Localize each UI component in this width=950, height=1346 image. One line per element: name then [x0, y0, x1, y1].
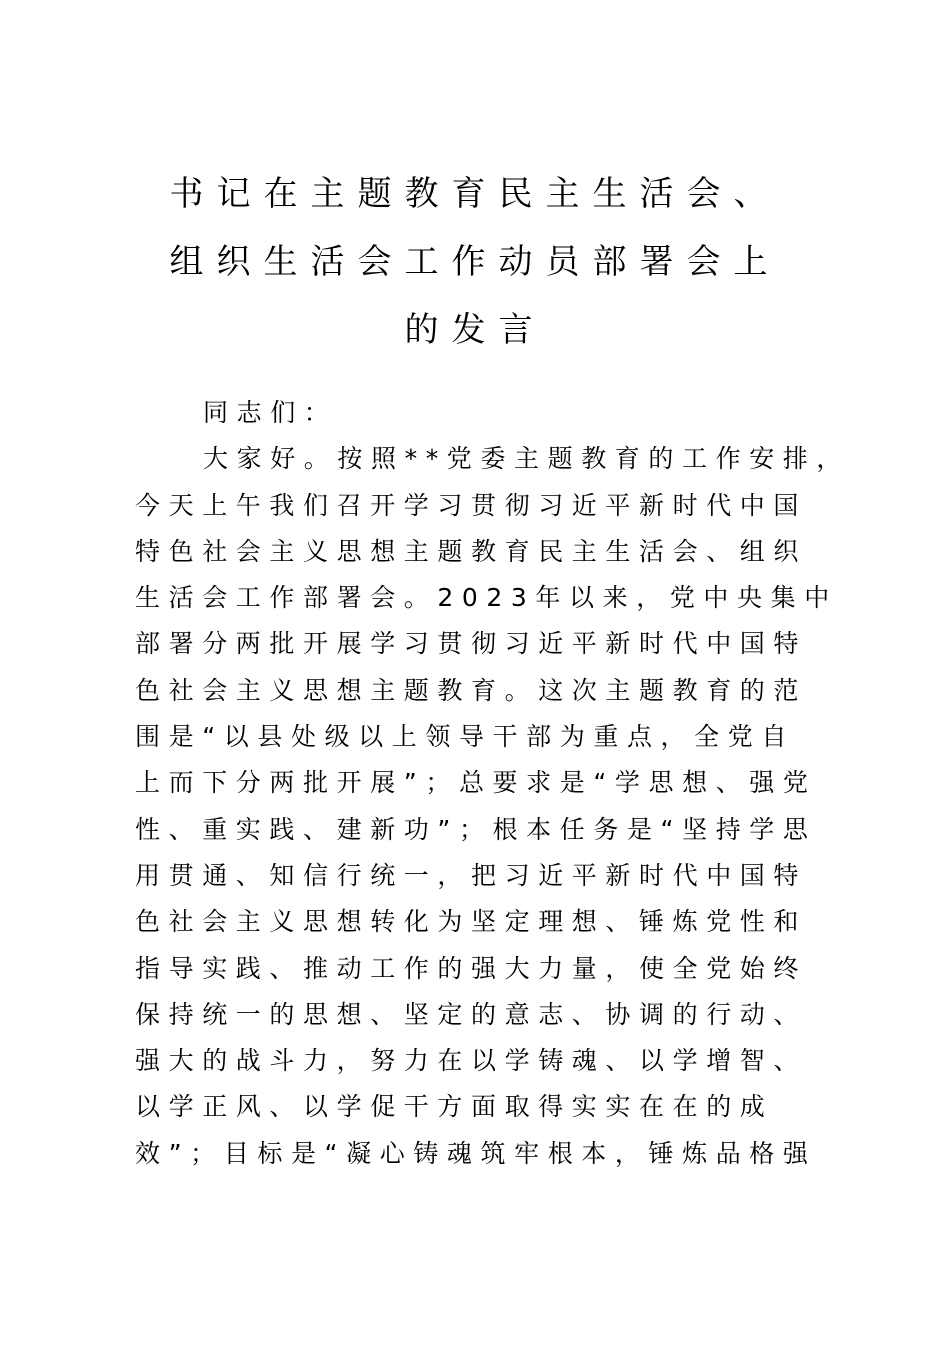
paragraph-line: 色社会主义思想主题教育。这次主题教育的范: [135, 675, 808, 705]
title-line: 的发言: [404, 310, 546, 350]
paragraph-line: 以学正风、以学促干方面取得实实在在的成: [135, 1092, 774, 1122]
paragraph-line: 保持统一的思想、坚定的意志、协调的行动、: [135, 999, 808, 1029]
paragraph-line: 围是“以县处级以上领导干部为重点，全党自: [135, 722, 795, 752]
paragraph-line: 指导实践、推动工作的强大力量，使全党始终: [135, 953, 808, 983]
paragraph-line: 效”；目标是“凝心铸魂筑牢根本，锤炼品格强: [135, 1138, 817, 1168]
paragraph-line: 生活会工作部署会。2023年以来，党中央集中: [135, 583, 838, 613]
paragraph-line: 色社会主义思想转化为坚定理想、锤炼党性和: [135, 907, 808, 937]
paragraph-line: 用贯通、知信行统一，把习近平新时代中国特: [135, 860, 808, 890]
title-line: 书记在主题教育民主生活会、: [169, 174, 781, 214]
document-body: [135, 390, 851, 1177]
salutation: 同志们：: [203, 398, 338, 427]
paragraph-line: 特色社会主义思想主题教育民主生活会、组织: [135, 536, 808, 566]
paragraph-line: 性、重实践、建新功”；根本任务是“坚持学思: [135, 814, 817, 844]
paragraph-line: 今天上午我们召开学习贯彻习近平新时代中国: [135, 490, 808, 520]
title-line: 组织生活会工作动员部署会上: [169, 242, 781, 282]
paragraph-line: 强大的战斗力，努力在以学铸魂、以学增智、: [135, 1046, 808, 1076]
paragraph-line: 部署分两批开展学习贯彻习近平新时代中国特: [135, 629, 808, 659]
document-title: [130, 160, 820, 364]
paragraph-line: 上而下分两批开展”；总要求是“学思想、强党: [135, 768, 817, 798]
paragraph-line: 大家好。按照**党委主题教育的工作安排，: [203, 444, 851, 474]
